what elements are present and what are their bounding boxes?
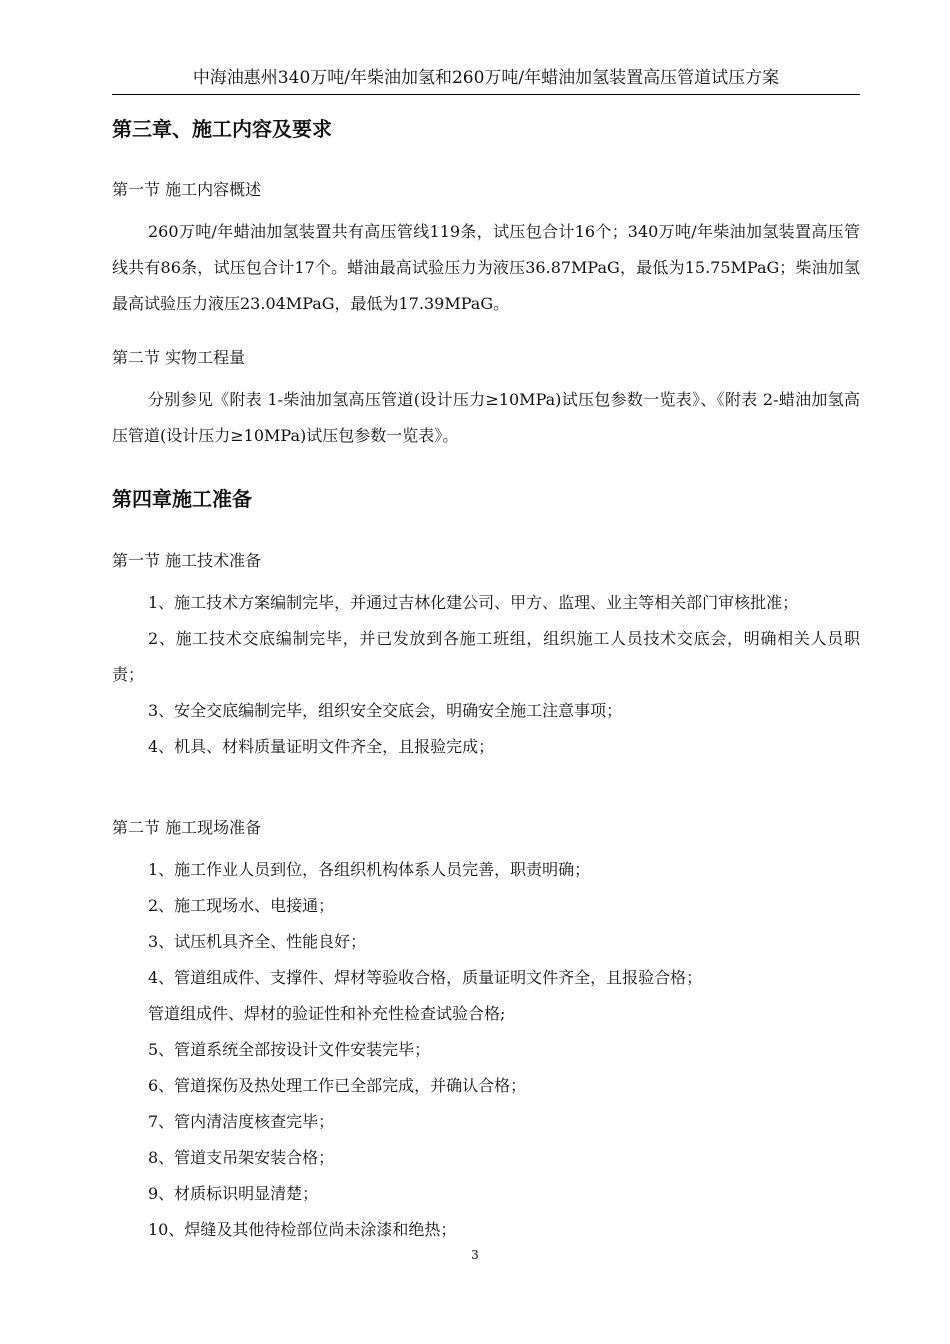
list-item: 9、材质标识明显清楚； (148, 1184, 319, 1203)
page-number: 3 (471, 1248, 479, 1262)
chapter-4-section-1-title: 第一节 施工技术准备 (112, 551, 262, 570)
list-item: 3、安全交底编制完毕，组织安全交底会，明确安全施工注意事项； (148, 701, 623, 720)
list-item: 1、施工技术方案编制完毕，并通过吉林化建公司、甲方、监理、业主等相关部门审核批准； (148, 593, 799, 612)
list-item: 8、管道支吊架安装合格； (148, 1148, 335, 1167)
technical-prep-list (112, 585, 860, 765)
list-item: 管道组成件、焊材的验证性和补充性检查试验合格; (148, 1004, 506, 1023)
list-item: 10、焊缝及其他待检部位尚未涂漆和绝热； (148, 1220, 457, 1239)
site-prep-list (112, 852, 860, 1248)
chapter-4-title: 第四章施工准备 (112, 487, 252, 511)
list-item: 6、管道探伤及热处理工作已全部完成，并确认合格； (148, 1076, 527, 1095)
list-item: 1、施工作业人员到位，各组织机构体系人员完善，职责明确； (148, 860, 591, 879)
list-item: 2、施工技术交底编制完毕，并已发放到各施工班组，组织施工人员技术交底会，明确相关人员职责； (112, 629, 860, 684)
list-item: 3、试压机具齐全、性能良好； (148, 932, 367, 951)
list-item: 4、管道组成件、支撑件、焊材等验收合格，质量证明文件齐全，且报验合格； (148, 968, 703, 987)
chapter-4-section-2-title: 第二节 施工现场准备 (112, 818, 262, 837)
chapter-3-section-1-title: 第一节 施工内容概述 (112, 180, 262, 199)
page-header: 中海油惠州340万吨/年柴油加氢和260万吨/年蜡油加氢装置高压管道试压方案 (112, 64, 860, 95)
chapter-3-section-1-paragraph: 260万吨/年蜡油加氢装置共有高压管线119条，试压包合计16个；340万吨/年柴油加氢装置高压管线共有86条，试压包合计17个。蜡油最高试验压力为液压36.87MPaG，最低为15.75MPaG；柴油加氢最高试验压力液压23.04MPaG，最低为17.39MPaG。 (112, 222, 860, 313)
list-item: 5、管道系统全部按设计文件安装完毕； (148, 1040, 431, 1059)
list-item: 7、管内清洁度核查完毕； (148, 1112, 335, 1131)
list-item: 2、施工现场水、电接通； (148, 896, 335, 915)
list-item: 4、机具、材料质量证明文件齐全，且报验完成； (148, 737, 495, 756)
chapter-3-section-2-paragraph: 分别参见《附表 1-柴油加氢高压管道(设计压力≥10MPa)试压包参数一览表》、《附表 2-蜡油加氢高压管道(设计压力≥10MPa)试压包参数一览表》。 (112, 390, 860, 445)
chapter-3-section-2-title: 第二节 实物工程量 (112, 348, 246, 367)
chapter-3-title: 第三章、施工内容及要求 (112, 117, 332, 141)
